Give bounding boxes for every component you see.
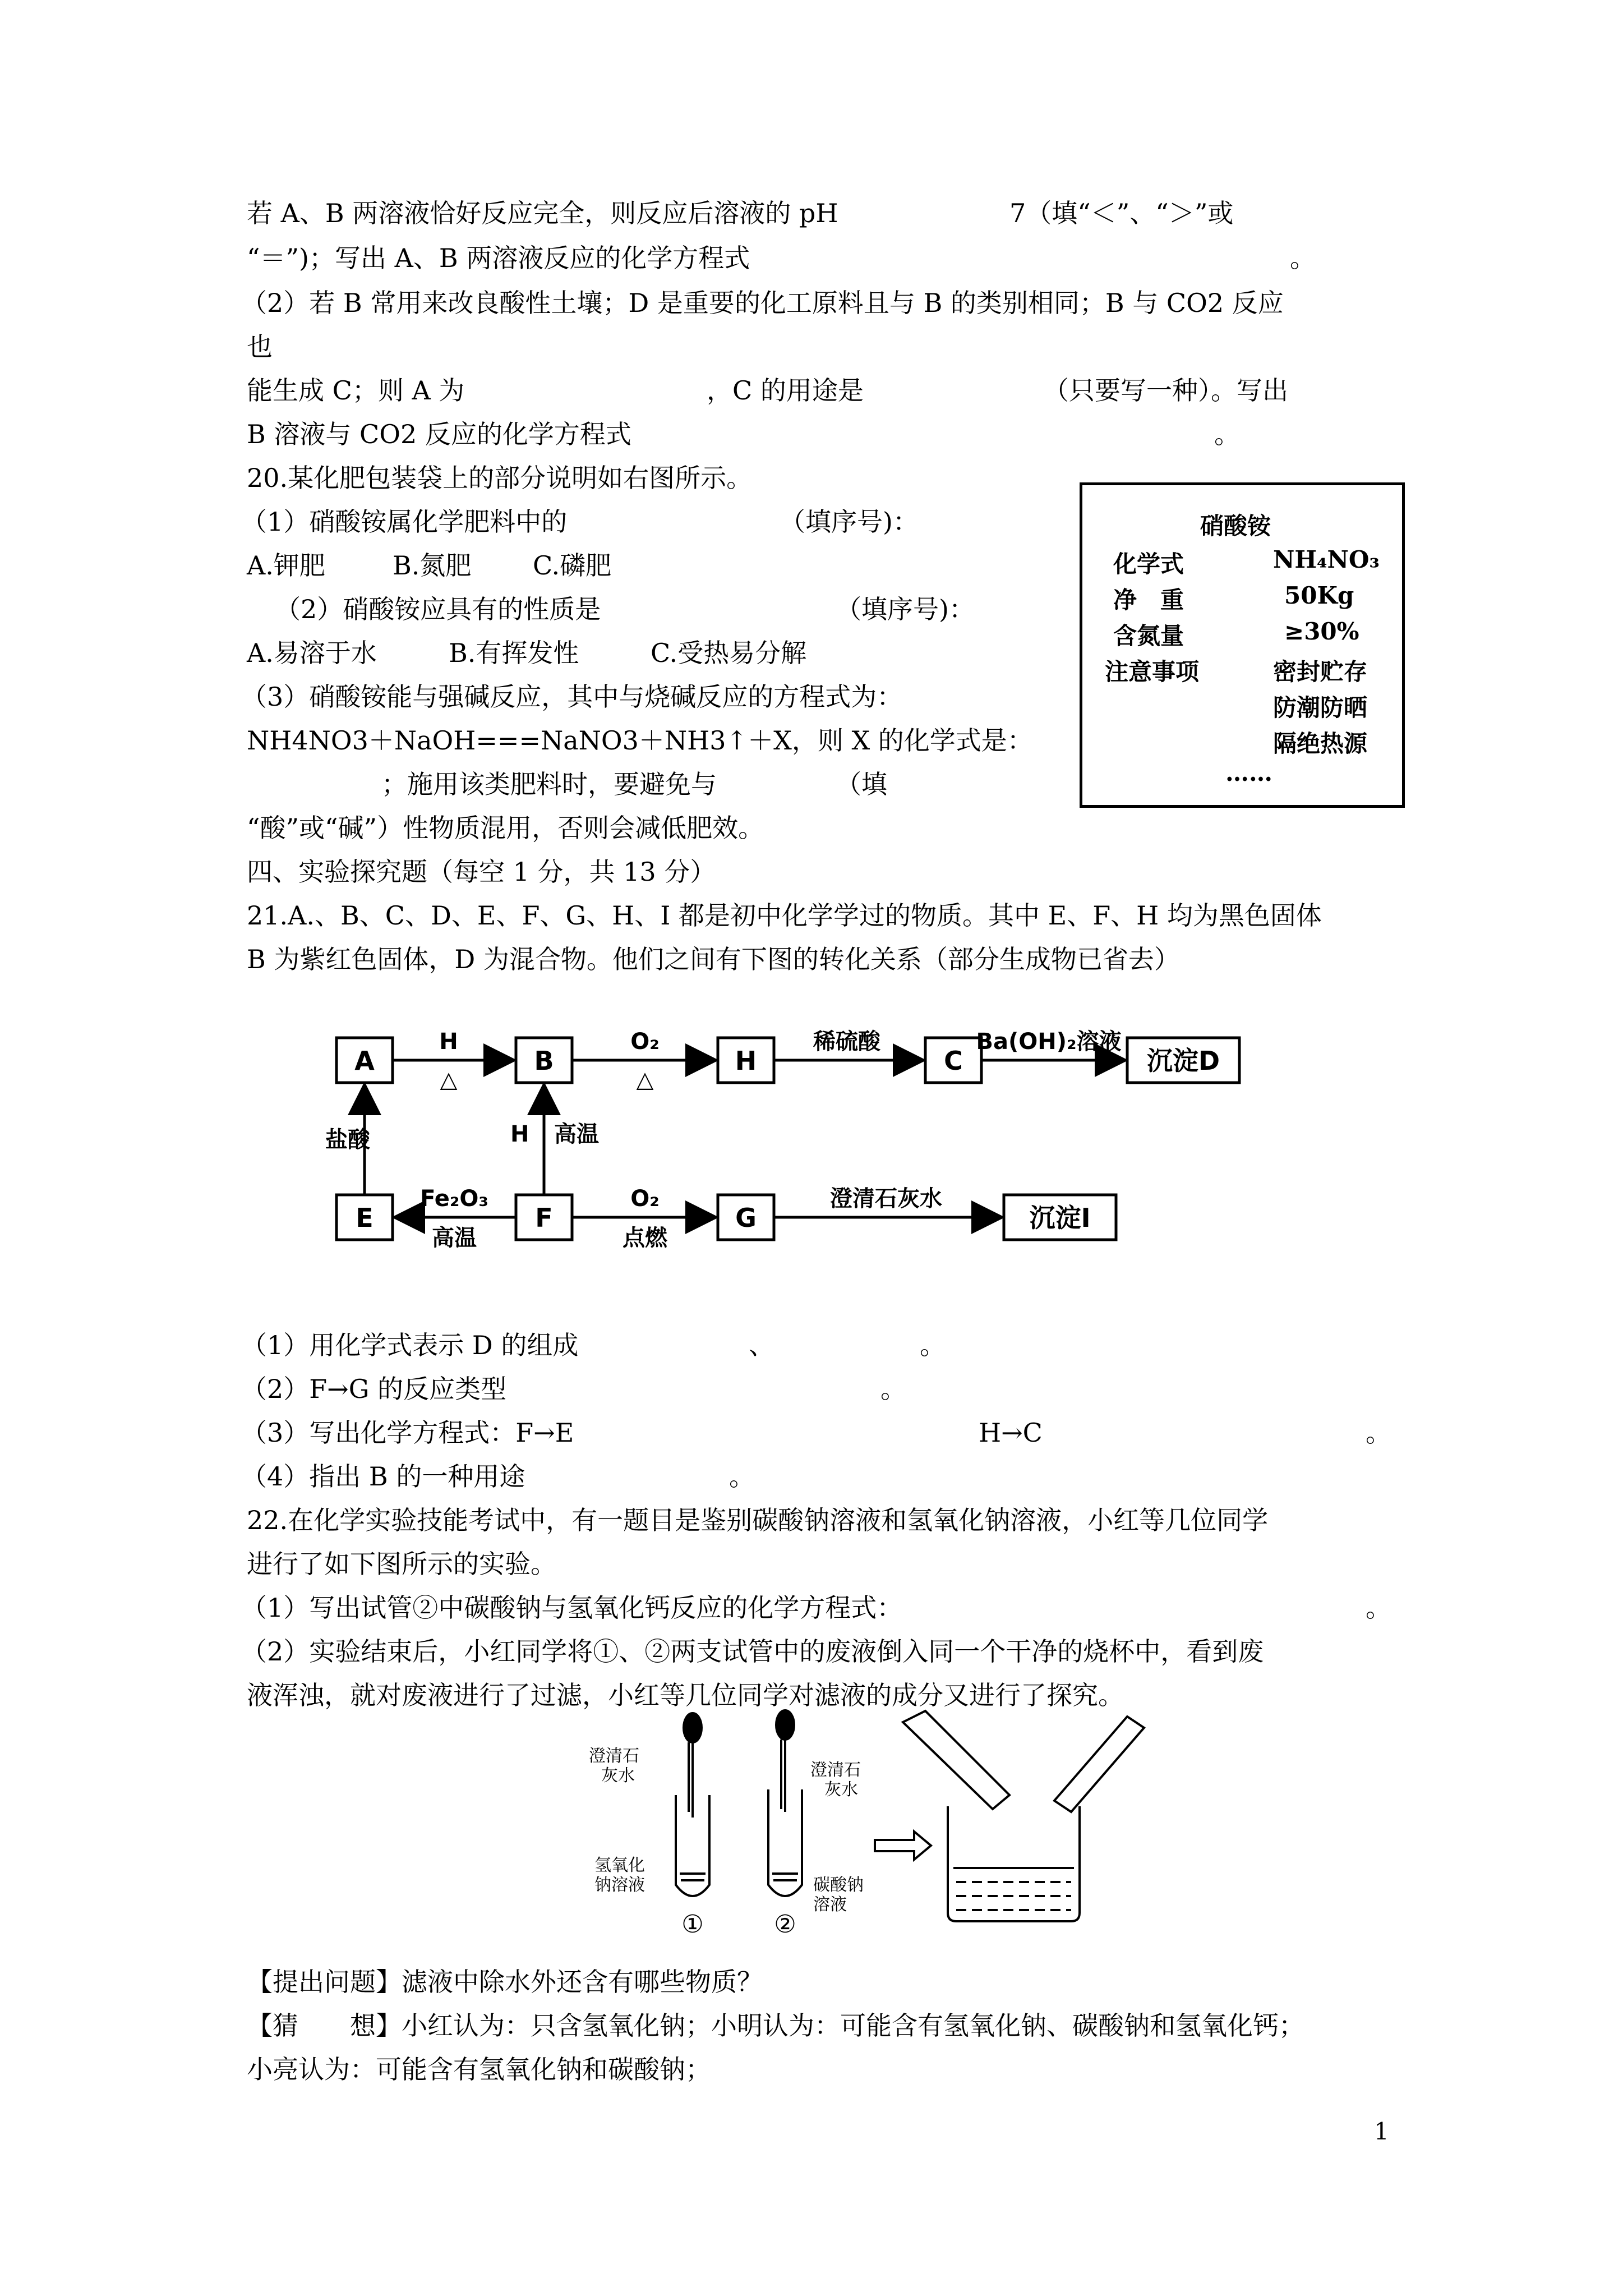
dropper1-label-line2: 灰水 <box>601 1766 635 1786</box>
edge-label: 高温 <box>432 1225 477 1251</box>
pouring-tube-icon <box>1054 1717 1144 1812</box>
text-line: 进行了如下图所示的实验。 <box>247 1549 556 1579</box>
text-line: A.钾肥 <box>247 550 325 581</box>
label-value: 50Kg <box>1284 582 1354 609</box>
text-line: （1）硝酸铵属化学肥料中的 <box>241 507 568 537</box>
node-h: H <box>735 1046 757 1076</box>
text-line: NH4NO3＋NaOH===NaNO3＋NH3↑＋X，则 X 的化学式是： <box>247 725 1033 756</box>
edge-label: 点燃 <box>623 1225 667 1251</box>
beaker-icon <box>948 1806 1080 1921</box>
tube2-number: ② <box>774 1910 796 1939</box>
node-d: 沉淀D <box>1146 1046 1220 1076</box>
label-key: 化学式 <box>1113 550 1184 578</box>
text-line: 。 <box>1366 1418 1391 1448</box>
text-line: （2）硝酸铵应具有的性质是 <box>275 594 601 624</box>
edge-label: 稀硫酸 <box>813 1029 880 1055</box>
edge-label: 盐酸 <box>325 1127 370 1153</box>
dropper-bulb-icon <box>684 1713 702 1742</box>
label-value: ≥30% <box>1284 618 1359 645</box>
arrow-right-icon <box>875 1832 931 1860</box>
tube2-label-line2: 溶液 <box>813 1895 847 1915</box>
text-line: 。 <box>1290 243 1316 273</box>
text-line: （3）写出化学方程式：F→E <box>241 1418 574 1448</box>
text-line: B.氮肥 <box>393 550 472 581</box>
tube1-number: ① <box>681 1910 704 1939</box>
edge-label: O₂ <box>630 1029 660 1055</box>
text-line: 21.A.、B、C、D、E、F、G、H、I 都是初中化学学过的物质。其中 E、F、H 均为黑色固体 <box>247 900 1322 931</box>
page-number: 1 <box>1374 2118 1389 2145</box>
dropper1-label-line1: 澄清石 <box>589 1746 639 1766</box>
node-a: A <box>354 1046 375 1076</box>
text-line: 。 <box>920 1330 946 1360</box>
text-line: 、 <box>749 1330 774 1360</box>
dropper2-label-line2: 灰水 <box>824 1780 858 1800</box>
text-line: 。 <box>880 1374 906 1404</box>
text-line: （填 <box>836 769 887 799</box>
text-line: （填序号)： <box>780 507 919 537</box>
label-key: 注意事项 <box>1105 658 1200 685</box>
text-line: C.磷肥 <box>533 550 612 581</box>
text-line: 【猜 想】小红认为：只含氢氧化钠；小明认为：可能含有氢氧化钠、碳酸钠和氢氧化钙； <box>247 2010 1304 2041</box>
edge-label: Fe₂O₃ <box>420 1186 488 1212</box>
text-line: ，C 的用途是 <box>707 375 864 406</box>
text-line: “酸”或“碱”）性物质混用，否则会减低肥效。 <box>247 813 764 843</box>
text-line: （4）指出 B 的一种用途 <box>241 1461 525 1492</box>
text-line: （填序号)： <box>836 594 975 624</box>
text-line: （1）用化学式表示 D 的组成 <box>241 1330 579 1360</box>
text-line: B.有挥发性 <box>449 638 579 668</box>
edge-label: △ <box>440 1067 458 1093</box>
text-line: 。 <box>729 1461 755 1492</box>
text-line: （3）硝酸铵能与强碱反应，其中与烧碱反应的方程式为： <box>241 682 903 712</box>
text-line: （1）写出试管②中碳酸钠与氢氧化钙反应的化学方程式： <box>241 1593 903 1623</box>
tube1-label-line2: 钠溶液 <box>594 1875 645 1895</box>
fertilizer-label <box>1080 482 1405 808</box>
dropper2-label-line1: 澄清石 <box>810 1760 861 1780</box>
edge-label: 澄清石灰水 <box>830 1186 942 1212</box>
text-line: 若 A、B 两溶液恰好反应完全，则反应后溶液的 pH <box>247 198 838 228</box>
tube1-label-line1: 氢氧化 <box>594 1856 645 1875</box>
text-line: C.受热易分解 <box>651 638 807 668</box>
text-line: ；施用该类肥料时，要避免与 <box>381 769 717 799</box>
text-line: 22.在化学实验技能考试中，有一题目是鉴别碳酸钠溶液和氢氧化钠溶液，小红等几位同学 <box>247 1505 1269 1535</box>
edge-label: O₂ <box>630 1186 660 1212</box>
node-i: 沉淀I <box>1029 1203 1091 1233</box>
node-b: B <box>534 1046 554 1076</box>
text-line: （2）实验结束后，小红同学将①、②两支试管中的废液倒入同一个干净的烧杯中，看到废 <box>241 1636 1264 1667</box>
tube2-label-line1: 碳酸钠 <box>813 1875 864 1895</box>
label-value: NH₄NO₃ <box>1273 546 1380 573</box>
edge-label: H <box>439 1029 458 1055</box>
text-line: 【提出问题】滤液中除水外还含有哪些物质？ <box>247 1967 763 1997</box>
text-line: （2）F→G 的反应类型 <box>241 1374 507 1404</box>
label-title: 硝酸铵 <box>1200 512 1271 540</box>
pouring-tube-icon <box>903 1711 1009 1809</box>
text-line: 能生成 C；则 A 为 <box>247 375 465 406</box>
text-line: （2）若 B 常用来改良酸性土壤；D 是重要的化工原料且与 B 的类别相同；B 与 CO2 反应 <box>241 288 1284 318</box>
edge-label: 高温 <box>554 1121 599 1147</box>
text-line: （只要写一种）。写出 <box>1043 375 1288 406</box>
text-line: 。 <box>1366 1593 1391 1623</box>
text-line: 液浑浊，就对废液进行了过滤，小红等几位同学对滤液的成分又进行了探究。 <box>247 1680 1124 1710</box>
lab-apparatus-figure <box>561 1705 1178 1941</box>
text-line: A.易溶于水 <box>247 638 377 668</box>
label-key: 含氮量 <box>1113 622 1184 650</box>
text-line: 小亮认为：可能含有氢氧化钠和碳酸钠； <box>247 2054 711 2085</box>
conversion-flow-diagram <box>314 987 1324 1279</box>
label-key: 净 重 <box>1113 586 1184 614</box>
text-line: B 溶液与 CO2 反应的化学方程式 <box>247 419 631 449</box>
text-line: 四、实验探究题（每空 1 分，共 13 分） <box>247 857 716 887</box>
label-value: 隔绝热源 <box>1273 730 1368 757</box>
text-line: 20.某化肥包装袋上的部分说明如右图所示。 <box>247 463 753 493</box>
edge-label: △ <box>636 1067 654 1093</box>
node-e: E <box>356 1203 374 1233</box>
text-line: “＝”)；写出 A、B 两溶液反应的化学方程式 <box>247 243 750 273</box>
label-ellipsis: …… <box>1225 759 1272 786</box>
node-c: C <box>944 1046 963 1076</box>
label-value: 防潮防晒 <box>1273 694 1368 721</box>
edge-label: Ba(OH)₂溶液 <box>976 1029 1122 1055</box>
text-line: H→C <box>979 1418 1043 1448</box>
node-f: F <box>535 1203 553 1233</box>
edge-label: H <box>510 1121 529 1147</box>
text-line: 也 <box>247 332 273 362</box>
text-line: B 为紫红色固体，D 为混合物。他们之间有下图的转化关系（部分生成物已省去） <box>247 944 1180 974</box>
node-g: G <box>735 1203 757 1233</box>
dropper-bulb-icon <box>776 1710 794 1740</box>
label-value: 密封贮存 <box>1273 658 1368 685</box>
text-line: 。 <box>1214 419 1240 449</box>
text-line: 7（填“＜”、“＞”或 <box>1009 198 1234 228</box>
